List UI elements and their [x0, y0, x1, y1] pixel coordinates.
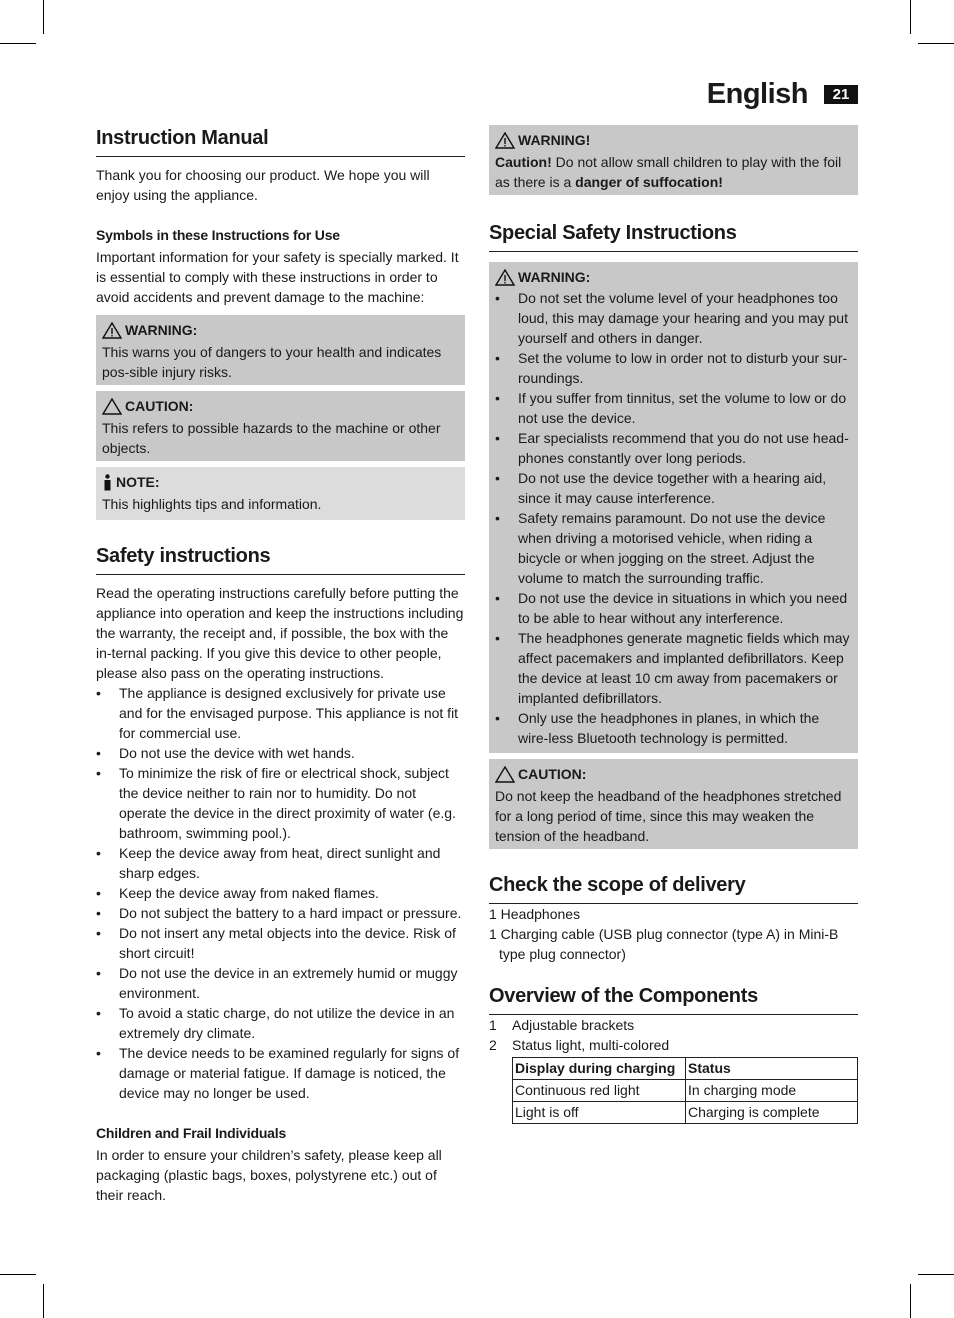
- special-warning-title: [495, 267, 852, 287]
- list-item: • Do not use the device in situations in which you need to be able to hear without any interference.: [495, 588, 852, 628]
- list-item: • To minimize the risk of fire or electrical shock, subject the device neither to rain nor to humidity. Do not operate the device in the direct proximity of water (e.g. bathroom, swimming pool.).: [96, 763, 465, 843]
- list-item: • Do not insert any metal objects into the device. Risk of short circuit!: [96, 923, 465, 963]
- crop-mark: [0, 43, 36, 44]
- table-cell: In charging mode: [686, 1080, 858, 1102]
- list-item: [489, 1015, 858, 1035]
- intro-text: Thank you for choosing our product. We hope you will enjoy using the appliance.: [96, 167, 430, 203]
- list-item: • Do not use the device in an extremely humid or muggy environment.: [96, 963, 465, 1003]
- list-item: • The device needs to be examined regularly for signs of damage or material fatigue. If damage is noticed, the device may no longer be used.: [96, 1043, 465, 1103]
- item-number: 2: [489, 1037, 497, 1053]
- table-cell: Charging is complete: [686, 1102, 858, 1124]
- note-box-title: [102, 472, 459, 492]
- crop-mark: [0, 1274, 36, 1275]
- note-text: This highlights tips and information.: [102, 496, 322, 512]
- crop-mark: [43, 0, 44, 34]
- section-title-delivery: Check the scope of delivery: [489, 869, 858, 904]
- list-item: • To avoid a static charge, do not utilize the device in an extremely dry climate.: [96, 1003, 465, 1043]
- table-cell: Continuous red light: [513, 1080, 686, 1102]
- components-list: [489, 1015, 858, 1055]
- children-text: In order to ensure your children’s safety, please keep all packaging (plastic bags, boxes, polystyrene etc.) out of their reach.: [96, 1147, 442, 1203]
- top-warning-box: [489, 125, 858, 195]
- section-title-safety: Safety instructions: [96, 540, 465, 575]
- list-item: • The appliance is designed exclusively for private use and for the envisaged purpose. This appliance is not fit for commercial use.: [96, 683, 465, 743]
- list-item: • If you suffer from tinnitus, set the volume to low or do not use the device.: [495, 388, 852, 428]
- symbols-text: Important information for your safety is specially marked. It is essential to comply with these instructions in order to avoid accidents and prevent damage to the machine:: [96, 249, 459, 305]
- special-caution-label: CAUTION:: [518, 766, 587, 782]
- info-icon: [102, 474, 113, 491]
- list-item: • Do not subject the battery to a hard impact or pressure.: [96, 903, 465, 923]
- children-heading: Children and Frail Individuals: [96, 1125, 287, 1141]
- item-number: 1: [489, 1017, 497, 1033]
- warning-box: [96, 315, 465, 385]
- note-box: [96, 467, 465, 520]
- left-column: [96, 122, 465, 1205]
- list-item: [489, 1035, 858, 1055]
- special-safety-list: [495, 288, 852, 750]
- special-caution-box: [489, 759, 858, 849]
- crop-mark: [910, 1284, 911, 1318]
- caution-triangle-icon: [102, 398, 122, 415]
- list-item: • Do not use the device with wet hands.: [96, 743, 465, 763]
- top-warning-label: WARNING!: [518, 132, 591, 148]
- page-number: 21: [824, 85, 858, 104]
- table-row: [513, 1102, 858, 1124]
- list-item: • Keep the device away from heat, direct sunlight and sharp edges.: [96, 843, 465, 883]
- table-cell: Light is off: [513, 1102, 686, 1124]
- top-warning-text: [495, 152, 852, 192]
- caution-label: CAUTION:: [125, 398, 194, 414]
- right-column: [489, 122, 858, 1124]
- delivery-list: [489, 904, 858, 964]
- status-table: [512, 1057, 858, 1124]
- list-item: • Set the volume to low in order not to disturb your sur-roundings.: [495, 348, 852, 388]
- item-text: Status light, multi-colored: [512, 1037, 670, 1053]
- table-header-cell: Display during charging: [513, 1058, 686, 1080]
- item-text: Adjustable brackets: [512, 1017, 635, 1033]
- list-item: 1 Charging cable (USB plug connector (type A) in Mini-B type plug connector): [489, 926, 839, 962]
- warning-triangle-icon: [495, 269, 515, 286]
- list-item: • Keep the device away from naked flames.: [96, 883, 465, 903]
- warning-triangle-icon: [495, 132, 515, 149]
- caution-triangle-icon: [495, 766, 515, 783]
- list-item: • Do not set the volume level of your headphones too loud, this may damage your hearing and you may put yourself and others in danger.: [495, 288, 852, 348]
- page-header: [706, 78, 858, 110]
- crop-mark: [910, 0, 911, 34]
- caution-emphasis: Caution!: [495, 154, 552, 170]
- crop-mark: [918, 1274, 954, 1275]
- list-item: • Do not use the device together with a hearing aid, since it may cause interference.: [495, 468, 852, 508]
- caution-box: [96, 391, 465, 461]
- table-header-cell: Status: [686, 1058, 858, 1080]
- list-item: • Ear specialists recommend that you do not use head-phones constantly over long periods.: [495, 428, 852, 468]
- symbols-heading: Symbols in these Instructions for Use: [96, 227, 340, 243]
- section-title-instruction-manual: Instruction Manual: [96, 122, 465, 157]
- warning-triangle-icon: [102, 322, 122, 339]
- table-row: [513, 1080, 858, 1102]
- list-item: • Safety remains paramount. Do not use the device when driving a motorised vehicle, when riding a bicycle or when jogging on the street. Adjust the volume to match the surrounding traffic.: [495, 508, 852, 588]
- special-warning-label: WARNING:: [518, 269, 591, 285]
- special-caution-title: [495, 764, 852, 784]
- note-label: NOTE:: [116, 474, 160, 490]
- list-item: 1 Headphones: [489, 906, 581, 922]
- section-title-special-safety: Special Safety Instructions: [489, 217, 858, 252]
- table-header-row: [513, 1058, 858, 1080]
- warning-box-title: [102, 320, 459, 340]
- crop-mark: [43, 1284, 44, 1318]
- suffocation-emphasis: danger of suffocation!: [575, 174, 723, 190]
- special-caution-text: Do not keep the headband of the headphones stretched for a long period of time, since this may weaken the tension of the headband.: [495, 788, 842, 844]
- top-warning-body: Do not allow small children to play with the foil as there is a: [495, 154, 842, 190]
- warning-text: This warns you of dangers to your health and indicates pos-sible injury risks.: [102, 344, 442, 380]
- list-item: • Only use the headphones in planes, in which the wire-less Bluetooth technology is permitted.: [495, 708, 852, 748]
- crop-mark: [918, 43, 954, 44]
- safety-list: [96, 683, 465, 1103]
- safety-intro: Read the operating instructions carefully before putting the appliance into operation and keep the instructions including the warranty, the receipt and, if possible, the box with the in-ternal packing. If you give this device to other people, please also pass on the operating instructions.: [96, 585, 464, 681]
- list-item: • The headphones generate magnetic fields which may affect pacemakers and implanted defibrillators. Keep the device at least 10 cm away from pacemakers or implanted defibrillators.: [495, 628, 852, 708]
- top-warning-title: [495, 130, 852, 150]
- special-warning-box: [489, 262, 858, 753]
- warning-label: WARNING:: [125, 322, 198, 338]
- language-title: English: [706, 78, 808, 110]
- caution-box-title: [102, 396, 459, 416]
- caution-text: This refers to possible hazards to the machine or other objects.: [102, 420, 441, 456]
- section-title-components: Overview of the Components: [489, 980, 858, 1015]
